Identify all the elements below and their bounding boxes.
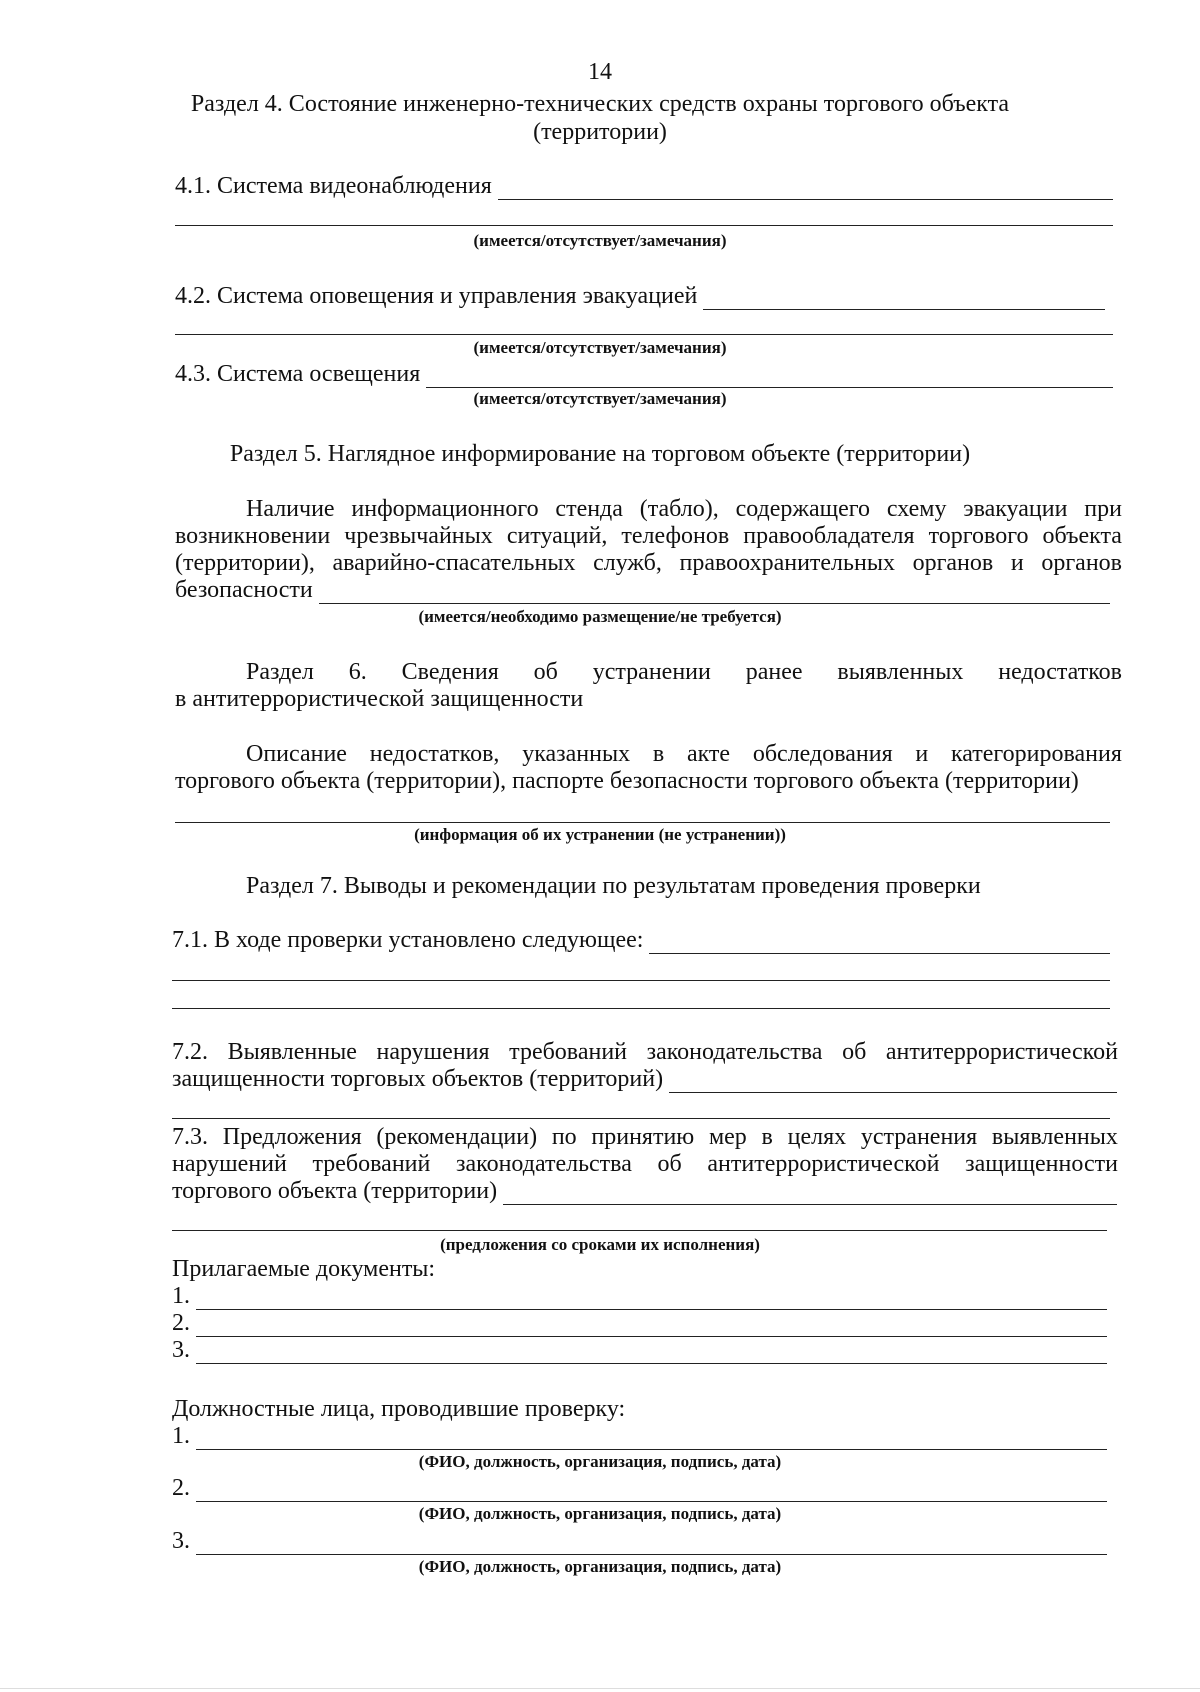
- page-edge: [0, 1688, 1200, 1689]
- field-note: (имеется/отсутствует/замечания): [473, 338, 727, 357]
- input-line[interactable]: [175, 225, 1113, 226]
- section7-item3-line2: нарушений требований законодательства об антитеррористической защищенности: [172, 1151, 1118, 1177]
- field-findings: [172, 926, 1110, 954]
- input-line[interactable]: [426, 365, 1113, 388]
- input-line[interactable]: [172, 980, 1110, 981]
- section6-title-line2: в антитеррористической защищенности: [175, 686, 584, 712]
- field-label: безопасности: [175, 577, 313, 603]
- field-info-stand: [175, 576, 1110, 604]
- input-line[interactable]: [669, 1070, 1117, 1093]
- officials-title: Должностные лица, проводившие проверку:: [172, 1396, 626, 1422]
- section5-paragraph-line3: (территории), аварийно-спасательных служб, правоохранительных органов и органов: [175, 550, 1122, 576]
- input-line[interactable]: [196, 1341, 1107, 1364]
- input-line[interactable]: [196, 1427, 1107, 1450]
- attachment-item: 3.: [172, 1336, 1107, 1364]
- section7-item3-line1: 7.3. Предложения (рекомендации) по принятию мер в целях устранения выявленных: [172, 1124, 1118, 1150]
- attachments-title: Прилагаемые документы:: [172, 1256, 436, 1282]
- official-item: 3.: [172, 1527, 1107, 1555]
- field-lighting-system: [175, 360, 1113, 388]
- section7-item2-line1: 7.2. Выявленные нарушения требований законодательства об антитеррористической: [172, 1039, 1118, 1065]
- section5-paragraph-line1: Наличие информационного стенда (табло), содержащего схему эвакуации при: [246, 496, 1122, 522]
- input-line[interactable]: [196, 1287, 1107, 1310]
- official-item: 1.: [172, 1422, 1107, 1450]
- section5-paragraph-line2: возникновении чрезвычайных ситуаций, телефонов правообладателя торгового объекта: [175, 523, 1122, 549]
- section4-title-line2: (территории): [533, 119, 667, 145]
- field-warning-system: [175, 282, 1105, 310]
- section5-title: Раздел 5. Наглядное информирование на торговом объекте (территории): [229, 441, 971, 467]
- input-line[interactable]: [649, 931, 1110, 954]
- field-label: 4.1. Система видеонаблюдения: [175, 173, 492, 199]
- field-recommendations: [172, 1177, 1117, 1205]
- field-video-surveillance: [175, 172, 1113, 200]
- official-item: 2.: [172, 1474, 1107, 1502]
- section4-title-line1: Раздел 4. Состояние инженерно-технических средств охраны торгового объекта: [190, 91, 1010, 117]
- attachment-item: 2.: [172, 1309, 1107, 1337]
- field-note: (информация об их устранении (не устранении)): [414, 825, 786, 844]
- field-note: (ФИО, должность, организация, подпись, дата): [418, 1504, 782, 1523]
- field-label: защищенности торговых объектов (территорий): [172, 1066, 664, 1092]
- field-note: (ФИО, должность, организация, подпись, дата): [418, 1452, 782, 1471]
- input-line[interactable]: [175, 334, 1113, 335]
- page-number: 14: [588, 59, 612, 85]
- field-note: (ФИО, должность, организация, подпись, дата): [418, 1557, 782, 1576]
- section7-title: Раздел 7. Выводы и рекомендации по результатам проведения проверки: [246, 873, 981, 899]
- field-note: (предложения со сроками их исполнения): [440, 1235, 760, 1254]
- input-line[interactable]: [703, 287, 1105, 310]
- input-line[interactable]: [172, 1008, 1110, 1009]
- input-line[interactable]: [319, 581, 1110, 604]
- input-line[interactable]: [196, 1479, 1107, 1502]
- section6-description-line2: торгового объекта (территории), паспорте безопасности торгового объекта (территории): [175, 768, 1079, 794]
- field-label: 7.1. В ходе проверки установлено следующее:: [172, 927, 644, 953]
- field-note: (имеется/необходимо размещение/не требуется): [418, 607, 782, 626]
- input-line[interactable]: [498, 177, 1113, 200]
- field-label: 4.3. Система освещения: [175, 361, 421, 387]
- input-line[interactable]: [172, 1230, 1107, 1231]
- input-line[interactable]: [196, 1532, 1107, 1555]
- attachment-item: 1.: [172, 1282, 1107, 1310]
- field-label: 4.2. Система оповещения и управления эвакуацией: [175, 283, 698, 309]
- field-label: торгового объекта (территории): [172, 1178, 498, 1204]
- field-note: (имеется/отсутствует/замечания): [473, 389, 727, 408]
- input-line[interactable]: [172, 1118, 1110, 1119]
- section6-description-line1: Описание недостатков, указанных в акте обследования и категорирования: [246, 741, 1122, 767]
- field-note: (имеется/отсутствует/замечания): [473, 231, 727, 250]
- input-line[interactable]: [196, 1314, 1107, 1337]
- input-line[interactable]: [503, 1182, 1117, 1205]
- input-line[interactable]: [175, 822, 1110, 823]
- field-violations: [172, 1065, 1117, 1093]
- section6-title-line1: Раздел 6. Сведения об устранении ранее выявленных недостатков: [246, 659, 1122, 685]
